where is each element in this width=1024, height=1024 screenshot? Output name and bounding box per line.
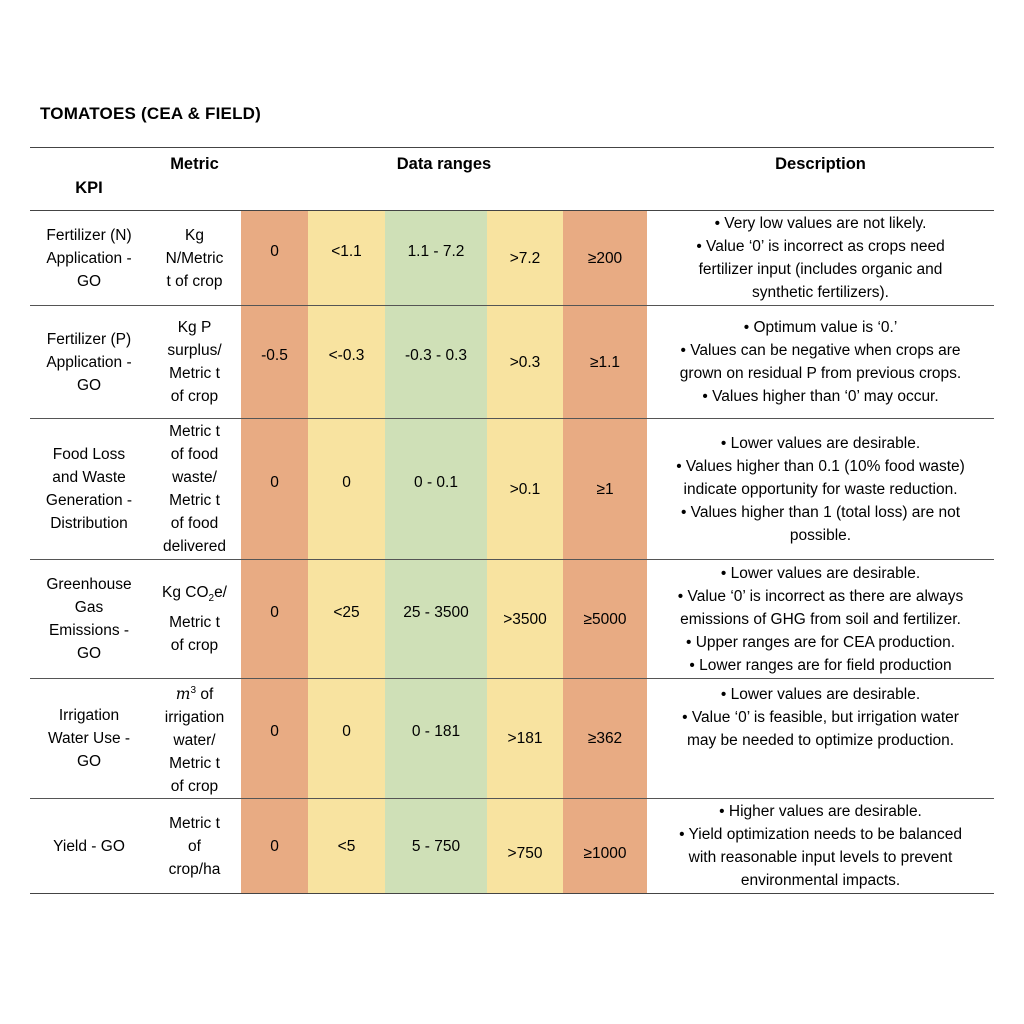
kpi-cell: Fertilizer (N) Application - GO bbox=[46, 226, 132, 290]
range-cell: ≥1.1 bbox=[563, 306, 647, 419]
range-cell: 0 bbox=[308, 679, 385, 799]
range-cell: 0 bbox=[241, 679, 308, 799]
range-cell: ≥1000 bbox=[563, 799, 647, 894]
range-cell: 0 - 0.1 bbox=[385, 419, 487, 560]
range-cell: 0 bbox=[241, 211, 308, 306]
header-metric: Metric bbox=[170, 155, 219, 173]
range-cell: 1.1 - 7.2 bbox=[385, 211, 487, 306]
range-cell: 5 - 750 bbox=[385, 799, 487, 894]
kpi-cell: Fertilizer (P) Application - GO bbox=[46, 330, 132, 394]
header-kpi: KPI bbox=[75, 178, 103, 197]
range-cell: <1.1 bbox=[308, 211, 385, 306]
kpi-cell: Yield - GO bbox=[53, 837, 125, 855]
range-cell: >181 bbox=[487, 679, 563, 799]
description-cell: • Lower values are desirable. • Values higher than 0.1 (10% food waste) indicate opportunity for waste reduction. • Values higher than 1 (total loss) are not possible. bbox=[676, 434, 965, 544]
description-cell: • Very low values are not likely. • Value ‘0’ is incorrect as crops need fertilizer input (includes organic and synthetic fertilizers). bbox=[696, 215, 945, 301]
kpi-table bbox=[30, 147, 994, 894]
page-title: TOMATOES (CEA & FIELD) bbox=[40, 104, 261, 123]
range-cell: ≥200 bbox=[563, 211, 647, 306]
metric-cell: Kg N/Metric t of crop bbox=[165, 226, 224, 290]
description-cell: • Lower values are desirable. • Value ‘0’ is feasible, but irrigation water may be needed to optimize production. bbox=[682, 686, 959, 749]
header-description: Description bbox=[775, 155, 866, 173]
table-row bbox=[30, 306, 994, 419]
description-cell: • Higher values are desirable. • Yield optimization needs to be balanced with reasonable input levels to prevent environmental impacts. bbox=[679, 803, 962, 890]
table-row bbox=[30, 560, 994, 679]
range-cell: >0.3 bbox=[487, 306, 563, 419]
metric-cell: Kg P surplus/ Metric t of crop bbox=[167, 319, 222, 405]
header-data-ranges: Data ranges bbox=[396, 155, 492, 173]
metric-cell: $m^3$ of irrigation water/ Metric t of crop bbox=[164, 685, 225, 796]
range-cell: ≥5000 bbox=[563, 560, 647, 679]
range-cell: 0 - 181 bbox=[385, 679, 487, 799]
range-cell: -0.3 - 0.3 bbox=[385, 306, 487, 419]
metric-cell: Metric t of food waste/ Metric t of food delivered bbox=[163, 423, 226, 555]
kpi-cell: Irrigation Water Use - GO bbox=[47, 707, 131, 771]
range-cell: ≥1 bbox=[563, 419, 647, 560]
range-cell: >0.1 bbox=[487, 419, 563, 560]
metric-cell: Metric t of crop/ha bbox=[168, 814, 221, 878]
description-cell: • Lower values are desirable. • Value ‘0’ is incorrect as there are always emissions of GHG from soil and fertilizer. • Upper ranges are for CEA production. • Lower ranges are for field production bbox=[677, 564, 964, 674]
range-cell: -0.5 bbox=[241, 306, 308, 419]
range-cell: 0 bbox=[241, 560, 308, 679]
range-cell: ≥362 bbox=[563, 679, 647, 799]
range-cell: 0 bbox=[241, 799, 308, 894]
range-cell: <5 bbox=[308, 799, 385, 894]
range-cell: <25 bbox=[308, 560, 385, 679]
table-row bbox=[30, 679, 994, 799]
range-cell: >3500 bbox=[487, 560, 563, 679]
kpi-cell: Food Loss and Waste Generation - Distribution bbox=[45, 446, 133, 532]
range-cell: >750 bbox=[487, 799, 563, 894]
kpi-cell: Greenhouse Gas Emissions - GO bbox=[46, 576, 132, 662]
header-row bbox=[30, 148, 994, 211]
metric-cell: Kg $CO_2e/$ Metric t of crop bbox=[161, 584, 227, 654]
range-cell: 0 bbox=[308, 419, 385, 560]
range-cell: 0 bbox=[241, 419, 308, 560]
table-row bbox=[30, 799, 994, 894]
description-cell: • Optimum value is ‘0.’ • Values can be negative when crops are grown on residual P from previous crops. • Values higher than ‘0’ may occur. bbox=[679, 319, 962, 405]
range-cell: <-0.3 bbox=[308, 306, 385, 419]
range-cell: 25 - 3500 bbox=[385, 560, 487, 679]
range-cell: >7.2 bbox=[487, 211, 563, 306]
table-row bbox=[30, 419, 994, 560]
table-row bbox=[30, 211, 994, 306]
